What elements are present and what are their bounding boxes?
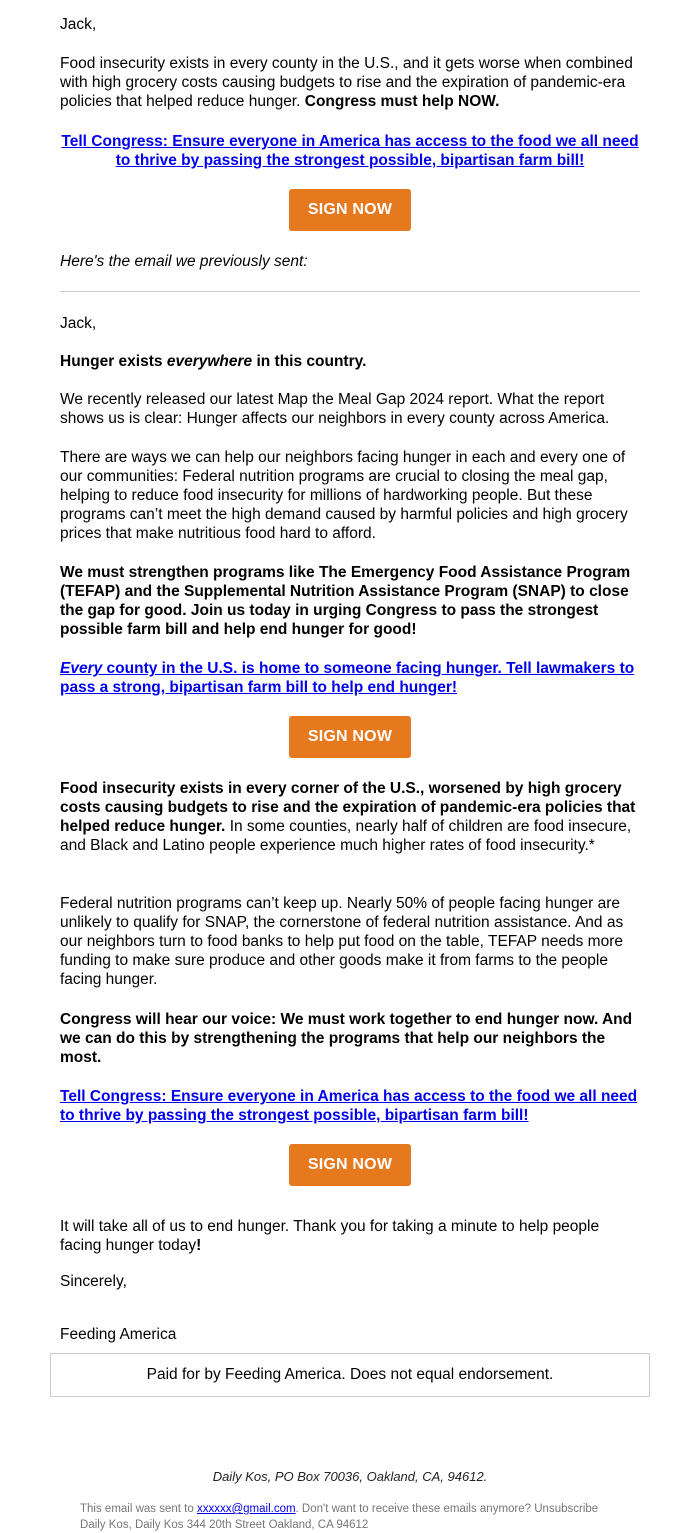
signoff: Sincerely, [60, 1273, 127, 1290]
footer-email-link[interactable]: xxxxxx@gmail.com [196, 1503, 296, 1515]
headline-post: in this country. [256, 353, 367, 370]
sign-now-button-bottom[interactable]: SIGN NOW [289, 1144, 411, 1186]
closing-paragraph-text: It will take all of us to end hunger. Thank you for taking a minute to help people facing hunger today [60, 1218, 600, 1254]
strengthen-paragraph-bold: We must strengthen programs like The Emergency Food Assistance Program (TEFAP) and the Supplemental Nutrition Assistance Program (SNAP) to close the gap for good. Join us today in urging Congress to pass the strongest possible farm bill and help end hunger for good! [60, 564, 631, 638]
tell-congress-link-paragraph [60, 1087, 640, 1125]
headline [60, 352, 640, 371]
greeting-update: Jack, [60, 16, 97, 33]
every-county-link-paragraph [60, 659, 640, 697]
programs-paragraph: There are ways we can help our neighbors facing hunger in each and every one of our communities: Federal nutrition programs are crucial to closing the meal gap, helping to reduce food insecurity for millions of hardworking people. But these programs can’t meet the high demand caused by harmful policies and high grocery prices that make nutritious food hard to afford. [60, 449, 628, 542]
every-county-link[interactable] [60, 660, 634, 696]
sign-now-button-top[interactable]: SIGN NOW [289, 189, 411, 231]
tell-congress-link-top[interactable]: Tell Congress: Ensure everyone in America has access to the food we all need to thrive by passing the strongest possible, bipartisan farm bill! [61, 133, 639, 169]
insecurity-paragraph-bold: Food insecurity exists in every corner of the U.S., worsened by high grocery costs causing budgets to rise and the expiration of pandemic-era policies that helped reduce hunger. [60, 780, 636, 835]
update-paragraph-text: Food insecurity exists in every county in the U.S., and it gets worse when combined with high grocery costs causing budgets to rise and the expiration of pandemic-era policies that helped reduce hunger. [60, 55, 633, 110]
insecurity-paragraph-text: In some counties, nearly half of children are food insecure, and Black and Latino people experience much higher rates of food insecurity.* [60, 818, 632, 854]
tell-congress-link-bottom[interactable]: Tell Congress: Ensure everyone in America has access to the food we all need to thrive by passing the strongest possible, bipartisan farm bill! [60, 1088, 638, 1124]
footer-address: Daily Kos, PO Box 70036, Oakland, CA, 94612. [212, 1469, 488, 1484]
insecurity-paragraph [60, 779, 640, 855]
congress-voice-paragraph [60, 1010, 640, 1067]
closing-paragraph [60, 1217, 640, 1255]
paid-for-disclaimer: Paid for by Feeding America. Does not equal endorsement. [50, 1353, 650, 1397]
footer-sent-to-prefix: This email was sent to [80, 1503, 194, 1515]
greeting-original: Jack, [60, 315, 97, 332]
nutrition-programs-paragraph: Federal nutrition programs can’t keep up. Nearly 50% of people facing hunger are unlikely to qualify for SNAP, the cornerstone of federal nutrition assistance. And as our neighbors turn to food banks to help put food on the table, TEFAP needs more funding to make sure produce and other goods make it from farms to the people facing hunger. [60, 895, 624, 988]
footer-postal-address: Daily Kos, Daily Kos 344 20th Street Oakland, CA 94612 [80, 1519, 369, 1531]
previous-email-note [60, 252, 640, 271]
headline-emphasis: everywhere [166, 353, 253, 370]
strengthen-paragraph [60, 563, 640, 639]
update-link-paragraph [60, 132, 640, 170]
sign-now-button-middle[interactable]: SIGN NOW [289, 716, 411, 758]
every-county-link-text: county in the U.S. is home to someone facing hunger. Tell lawmakers to pass a strong, bipartisan farm bill to help end hunger! [60, 660, 635, 696]
previous-email-note-text: Here's the email we previously sent: [60, 253, 308, 270]
footer-sent-to-suffix: . Don't want to receive these emails anymore? Unsubscribe [295, 1503, 599, 1515]
divider [60, 291, 640, 292]
update-paragraph [60, 54, 640, 111]
footer-sent-to [80, 1501, 680, 1517]
update-paragraph-bold: Congress must help NOW. [304, 93, 500, 110]
signature: Feeding America [60, 1326, 177, 1343]
closing-paragraph-bang: ! [196, 1237, 202, 1254]
congress-voice-paragraph-bold: Congress will hear our voice: We must work together to end hunger now. And we can do this by strengthening the programs that help our neighbors the most. [60, 1011, 633, 1066]
every-county-link-emphasis: Every [60, 660, 103, 677]
report-paragraph: We recently released our latest Map the Meal Gap 2024 report. What the report shows us is clear: Hunger affects our neighbors in every county across America. [60, 391, 610, 427]
headline-pre: Hunger exists [60, 353, 163, 370]
